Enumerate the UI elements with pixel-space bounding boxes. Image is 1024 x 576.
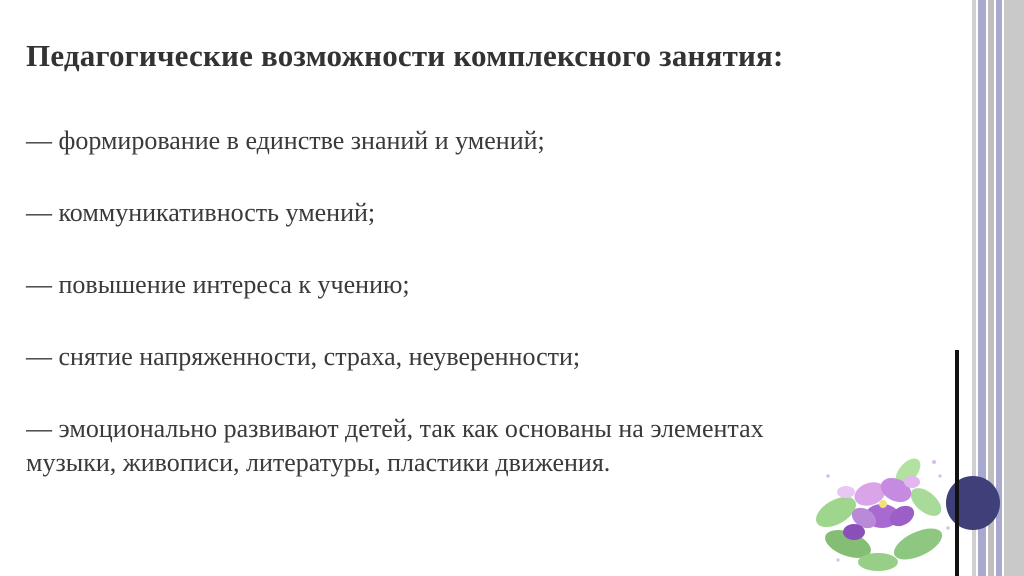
violet-flower-icon (808, 432, 958, 576)
bullet-item: — снятие напряженности, страха, неуверенности; (26, 342, 581, 371)
bullet-item: — повышение интереса к учению; (26, 270, 410, 299)
bullet-item: — эмоционально развивают детей, так как основаны на элементах музыки, живописи, литературы, пластики движения. (26, 414, 764, 477)
bullet-item: — формирование в единстве знаний и умений; (26, 126, 545, 155)
side-bar (1004, 0, 1024, 576)
slide-title: Педагогические возможности комплексного занятия: (26, 38, 784, 73)
bullet-item: — коммуникативность умений; (26, 198, 376, 227)
